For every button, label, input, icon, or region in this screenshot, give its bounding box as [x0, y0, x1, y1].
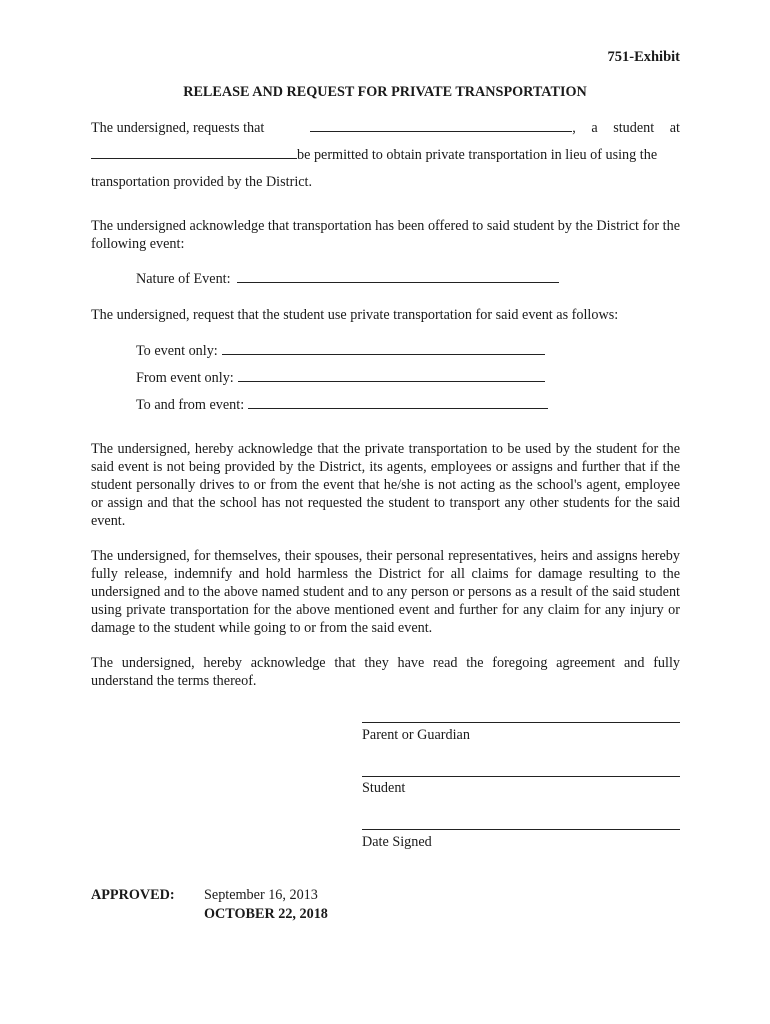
release-paragraph: The undersigned, for themselves, their spouses, their personal representatives, heirs and assigns hereby fully release, indemnify and hold harmless the District for all claims for damage resulting to the undersigned and to the above named student and to any person or persons as a result of the said student using private transportation for the above mentioned event and further for any claim for any injury or damage to the student while going to or from the said event. [91, 548, 680, 636]
acknowledge-paragraph: The undersigned, hereby acknowledge that the private transportation to be used by the student for the said event is not being provided by the District, its agents, employees or assigns and further that if the student personally drives to or from the event that he/she is not acting as the school's agent, employee or assign and that the school has not requested the student to transport any other students for the said event. [91, 441, 680, 529]
read-agreement-paragraph: The undersigned, hereby acknowledge that they have read the foregoing agreement and fully understand the terms thereof. [91, 655, 680, 689]
approved-date-2: OCTOBER 22, 2018 [204, 906, 328, 922]
school-name-field[interactable] [91, 146, 297, 159]
intro-text-3: be permitted to obtain private transportation in lieu of using the [297, 147, 658, 163]
document-title: RELEASE AND REQUEST FOR PRIVATE TRANSPORTATION [183, 84, 587, 100]
intro-line-1 [91, 119, 680, 137]
student-name-field[interactable] [310, 119, 572, 132]
to-and-from-event-row [136, 396, 548, 414]
approved-date-1: September 16, 2013 [204, 887, 318, 903]
student-signature-line[interactable] [362, 776, 680, 777]
intro-text-4: transportation provided by the District. [91, 174, 313, 190]
acknowledge-offer-paragraph: The undersigned acknowledge that transportation has been offered to said student by the District for the following event: [91, 218, 680, 252]
request-paragraph: The undersigned, request that the student use private transportation for said event as follows: [91, 307, 619, 323]
parent-signature-label: Parent or Guardian [362, 727, 470, 743]
to-event-label: To event only: [136, 343, 218, 359]
nature-of-event-row [136, 270, 559, 288]
from-event-field[interactable] [238, 369, 545, 382]
from-event-label: From event only: [136, 370, 234, 386]
to-event-row [136, 342, 545, 360]
to-and-from-event-field[interactable] [248, 396, 548, 409]
nature-of-event-field[interactable] [237, 270, 559, 283]
intro-text-2: , a student at [572, 120, 680, 136]
intro-text-1: The undersigned, requests that [91, 120, 265, 136]
from-event-row [136, 369, 545, 387]
nature-of-event-label: Nature of Event: [136, 271, 231, 287]
exhibit-number: 751-Exhibit [607, 49, 680, 65]
date-signed-line[interactable] [362, 829, 680, 830]
student-signature-label: Student [362, 780, 406, 796]
parent-signature-line[interactable] [362, 722, 680, 723]
to-event-field[interactable] [222, 342, 545, 355]
to-and-from-event-label: To and from event: [136, 397, 245, 413]
date-signed-label: Date Signed [362, 834, 432, 850]
approved-label: APPROVED: [91, 887, 175, 903]
intro-line-2 [91, 146, 680, 164]
